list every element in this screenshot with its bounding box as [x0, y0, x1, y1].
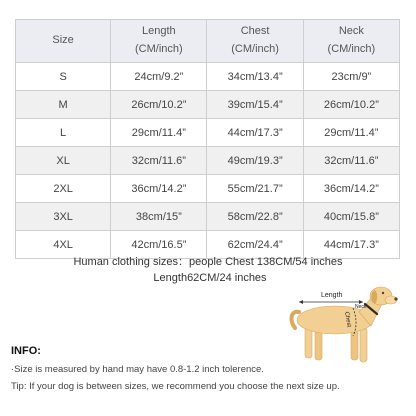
header-length: [111, 20, 207, 63]
neck-cell: 36cm/14.2”: [303, 175, 399, 203]
size-cell: 3XL: [16, 203, 111, 231]
header-length-title: Length: [142, 25, 176, 38]
table-row: [16, 119, 400, 147]
header-size-title: Size: [52, 34, 74, 47]
length-arrow: [299, 300, 363, 304]
table-row: [16, 63, 400, 91]
header-length-unit: (CM/inch): [135, 43, 183, 55]
neck-cell: 23cm/9”: [303, 63, 399, 91]
neck-cell: 26cm/10.2”: [303, 91, 399, 119]
header-neck-unit: (CM/inch): [327, 43, 376, 55]
header-neck-title: Neck: [338, 25, 364, 38]
human-size-line-2: Length62CM/24 inches: [153, 272, 267, 284]
length-cell: 24cm/9.2”: [111, 63, 207, 91]
length-cell: 38cm/15”: [111, 203, 207, 231]
chest-cell: 44cm/17.3”: [207, 119, 303, 147]
chest-cell: 39cm/15.4”: [207, 91, 303, 119]
header-chest-unit: (CM/inch): [231, 43, 279, 55]
table-row: [16, 91, 400, 119]
length-cell: 29cm/11.4”: [111, 119, 207, 147]
table-row: [16, 175, 400, 203]
size-cell: 2XL: [16, 175, 111, 203]
dog-nose: [394, 297, 397, 300]
table-row: [16, 147, 400, 175]
neck-cell: 44cm/17.3”: [303, 231, 399, 259]
length-label: Length: [321, 292, 343, 299]
dog-eye: [382, 292, 384, 294]
info-title: INFO:: [11, 345, 41, 357]
size-cell: M: [16, 91, 111, 119]
header-chest-title: Chest: [240, 25, 270, 38]
length-cell: 26cm/10.2”: [111, 91, 207, 119]
chest-cell: 34cm/13.4”: [207, 63, 303, 91]
size-cell: 4XL: [16, 231, 111, 259]
chest-cell: 62cm/24.4”: [207, 231, 303, 259]
header-chest: [207, 20, 303, 63]
neck-label: Neck: [355, 304, 367, 310]
header-size: [16, 20, 111, 63]
chest-cell: 49cm/19.3”: [207, 147, 303, 175]
neck-cell: 40cm/15.8”: [303, 203, 399, 231]
neck-cell: 29cm/11.4”: [303, 119, 399, 147]
chest-label: Chest: [343, 311, 352, 328]
chest-cell: 55cm/21.7”: [207, 175, 303, 203]
chest-cell: 58cm/22.8”: [207, 203, 303, 231]
info-section: [11, 345, 411, 395]
length-cell: 32cm/11.6”: [111, 147, 207, 175]
header-neck: [303, 20, 399, 63]
size-cell: XL: [16, 147, 111, 175]
table-header-row: [16, 20, 400, 63]
size-chart-table: [15, 19, 400, 259]
size-cell: S: [16, 63, 111, 91]
length-cell: 42cm/16.5”: [111, 231, 207, 259]
neck-cell: 32cm/11.6”: [303, 147, 399, 175]
info-note-measurement: ·Size is measured by hand may have 0.8-1.2 inch tolerence.: [11, 364, 264, 375]
human-size-line-1: Human clothing sizes：people Chest 138CM/54 inches: [73, 256, 343, 268]
table-row: [16, 203, 400, 231]
size-cell: L: [16, 119, 111, 147]
info-note-tip: Tip: If your dog is between sizes, we recommend you choose the next size up.: [11, 381, 340, 392]
length-cell: 36cm/14.2”: [111, 175, 207, 203]
